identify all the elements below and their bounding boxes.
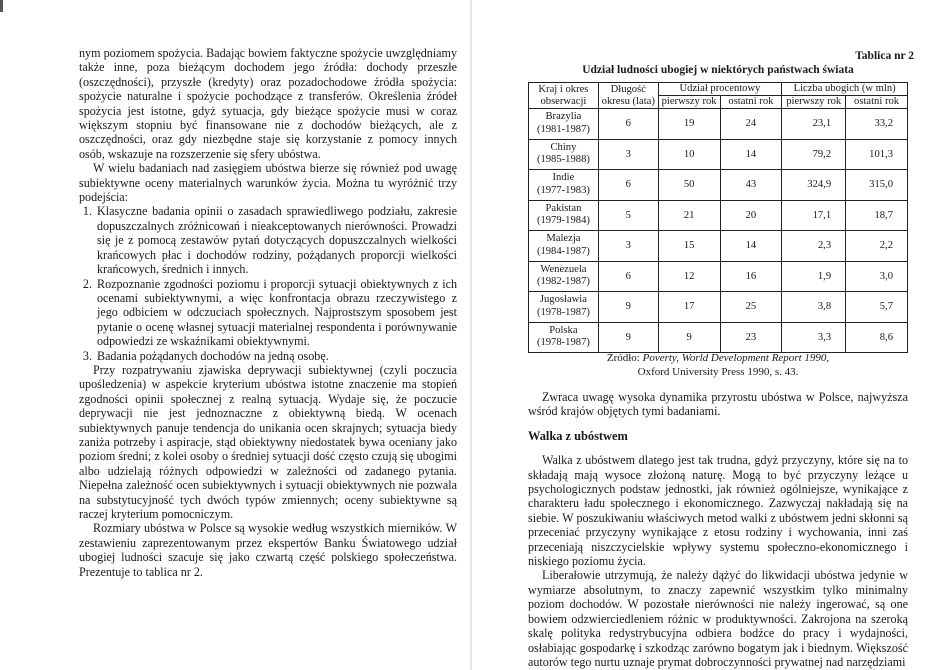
cell-share-last: 14 <box>720 139 782 170</box>
table-row <box>529 109 908 140</box>
table-row <box>529 231 908 262</box>
cell-share-first: 9 <box>658 322 720 353</box>
list-item: 1. Klasyczne badania opinii o zasadach sprawiedliwego podziału, zakresie dopuszczalnych zróżnicowań i nieakceptowanych nierówności. Prowadzi się je z pomocą zestawów pytań dotyczących dopuszczalnych wielkości krańcowych płac i dochodów rodziny, pożądanych proporcji wielkości krańcowych, średnich i innych. <box>95 204 457 276</box>
table-row <box>529 322 908 353</box>
cell-years: 5 <box>598 200 658 231</box>
country-name: Wenezuela <box>540 263 587 275</box>
paragraph-dynamics: Zwraca uwagę wysoka dynamika przyrostu ubóstwa w Polsce, najwyższa wśród krajów objętych tymi badaniami. <box>528 390 908 419</box>
cell-share-first: 50 <box>658 170 720 201</box>
section-heading: Walka z ubóstwem <box>528 428 628 443</box>
cell-count-last: 33,2 <box>846 109 908 140</box>
left-text-column <box>79 46 457 579</box>
cell-share-last: 20 <box>720 200 782 231</box>
paragraph-intro: nym poziomem spożycia. Badając bowiem faktyczne spożycie uwzględniamy także inne, poza bieżącym dochodem jego źródła: dochody przeszłe (oszczędności), przyszłe (kredyty) oraz pozadochodowe źródła spożycia: spożycie naturalne i spożycie pochodzące z transferów. Określenia źródeł spożycia jest istotne, gdyż sytuacja, gdy bieżące spożycie musi w coraz większym stopniu być finansowane nie z dochodów bieżących, ale z oszczędności, oraz gdy niezbędne staje się korzystanie z pomocy innych osób, wskazuje na rozszerzenie się sfery ubóstwa. <box>79 46 457 161</box>
right-text-column <box>528 390 908 669</box>
cell-share-last: 16 <box>720 261 782 292</box>
paragraph-poland: Rozmiary ubóstwa w Polsce są wysokie według wszystkich mierników. W zestawieniu zaprezentowanym przez ekspertów Banku Światowego udział ubogiej ludności szacuje się jako czwartą część polskiego społeczeństwa. Prezentuje to tablica nr 2. <box>79 521 457 579</box>
header-count: Liczba ubogich (w mln) <box>782 83 908 96</box>
country-period: (1984-1987) <box>536 245 590 257</box>
cell-country <box>529 109 599 140</box>
header-share: Udział procentowy <box>658 83 782 96</box>
cell-count-first: 3,8 <box>782 292 846 323</box>
cell-count-last: 101,3 <box>846 139 908 170</box>
cell-share-first: 19 <box>658 109 720 140</box>
paragraph-liberals: Liberałowie utrzymują, że należy dążyć do likwidacji ubóstwa jedynie w wymiarze absolutnym, to znaczy zapewnić wszystkim tylko minimalny poziom dochodów. W pozostałe nierówności nie należy ingerować, są one bowiem odzwierciedleniem różnic w produktywności. Zakrojona na szeroką skalę polityka redystrybucyjna odbiera bodźce do pracy i wydajności, osłabiając gospodarkę i szkodząc zarówno bogatym jak i biednym. Większość autorów tego nurtu uznaje prymat dobroczynności prywatnej nad narzędziami <box>528 568 908 669</box>
table-body <box>529 109 908 353</box>
header-share-last: ostatni rok <box>720 96 782 109</box>
country-period: (1985-1988) <box>536 154 590 166</box>
source-label: Źródło: <box>606 352 640 364</box>
cell-share-last: 14 <box>720 231 782 262</box>
cell-count-first: 1,9 <box>782 261 846 292</box>
cell-country <box>529 170 599 201</box>
country-name: Malezja <box>546 233 581 245</box>
header-count-first: pierwszy rok <box>782 96 846 109</box>
table-row <box>529 170 908 201</box>
cell-country <box>529 139 599 170</box>
cell-count-last: 8,6 <box>846 322 908 353</box>
cell-count-last: 3,0 <box>846 261 908 292</box>
table-title: Udział ludności ubogiej w niektórych państwach świata <box>582 64 854 76</box>
cell-count-first: 2,3 <box>782 231 846 262</box>
cell-share-last: 23 <box>720 322 782 353</box>
cell-share-first: 17 <box>658 292 720 323</box>
country-name: Indie <box>552 172 575 184</box>
country-name: Jugosławia <box>539 294 587 306</box>
cell-share-first: 10 <box>658 139 720 170</box>
cell-count-last: 2,2 <box>846 231 908 262</box>
cell-count-first: 17,1 <box>782 200 846 231</box>
country-period: (1981-1987) <box>536 123 590 135</box>
paragraph-deprivation: Przy rozpatrywaniu zjawiska deprywacji subiektywnej (czyli poczucia upośledzenia) w aspekcie kryterium ubóstwa istotne znaczenie ma stopień zgodności opinii społecznej z realną sytuacją. Wydaje się, że poczucie deprywacji nie jest jednoznaczne z obiektywną biedą. W ocenach subiektywnych panuje tendencja do unikania ocen skrajnych; sytuacja biedy zaniża potrzeby i aspiracje, stąd obiektywny niedostatek bywa oceniany jako poziom średni; z kolei osoby o średniej sytuacji dość często czują się ubogimi albo udzielają różnych odpowiedzi w zależności od zadanego pytania. Niepełna zależność ocen subiektywnych i sytuacji obiektywnych nie pozwala na substytucyjność tych dwóch typów zmiennych; oceny subiektywne są raczej kryterium pomocniczym. <box>79 362 457 521</box>
paragraph-subjective: W wielu badaniach nad zasięgiem ubóstwa bierze się również pod uwagę subiektywne oceny materialnych warunków życia. Można tu wyróżnić trzy podejścia: <box>79 161 457 205</box>
approaches-list <box>79 204 457 362</box>
cell-country <box>529 200 599 231</box>
cell-share-first: 21 <box>658 200 720 231</box>
cell-years: 6 <box>598 170 658 201</box>
cell-country <box>529 261 599 292</box>
country-name: Brazylia <box>545 111 582 123</box>
table-row <box>529 292 908 323</box>
cell-years: 3 <box>598 231 658 262</box>
list-item: 3. Badania pożądanych dochodów na jedną osobę. <box>95 349 457 363</box>
source-publisher: Oxford University Press 1990, s. 43. <box>637 365 799 378</box>
cell-share-first: 12 <box>658 261 720 292</box>
country-name: Pakistan <box>545 202 582 214</box>
table-row <box>529 139 908 170</box>
cell-years: 9 <box>598 322 658 353</box>
country-period: (1982-1987) <box>536 276 590 288</box>
cell-years: 6 <box>598 261 658 292</box>
cell-count-first: 23,1 <box>782 109 846 140</box>
cell-share-first: 15 <box>658 231 720 262</box>
header-length: Długość okresu (lata) <box>598 83 658 109</box>
cell-count-first: 3,3 <box>782 322 846 353</box>
country-period: (1979-1984) <box>536 215 590 227</box>
list-item: 2. Rozpoznanie zgodności poziomu i proporcji sytuacji obiektywnych z ich ocenami subiektywnymi, a więc konfrontacja obrazu rzeczywistego z jego odbiciem w odczuciach społecznych. Najprostszym sposobem jest pytanie o ocenę własnej sytuacji materialnej respondenta i porównywanie odpowiedzi ze wskaźnikami obiektywnymi. <box>95 277 457 349</box>
cell-country <box>529 231 599 262</box>
table-source <box>528 352 908 379</box>
source-title: Poverty, World Development Report 1990, <box>642 352 830 364</box>
poverty-table <box>528 82 908 353</box>
cell-count-last: 315,0 <box>846 170 908 201</box>
cell-years: 9 <box>598 292 658 323</box>
header-share-first: pierwszy rok <box>658 96 720 109</box>
header-country: Kraj i okres obserwacji <box>529 83 599 109</box>
cell-country <box>529 292 599 323</box>
cell-share-last: 43 <box>720 170 782 201</box>
country-period: (1977-1983) <box>536 184 590 196</box>
right-page <box>472 0 947 670</box>
left-page <box>0 0 472 670</box>
cell-count-last: 18,7 <box>846 200 908 231</box>
country-name: Polska <box>549 324 578 336</box>
table-row <box>529 261 908 292</box>
cell-count-first: 324,9 <box>782 170 846 201</box>
cell-share-last: 25 <box>720 292 782 323</box>
header-count-last: ostatni rok <box>846 96 908 109</box>
cell-country <box>529 322 599 353</box>
table-number: Tablica nr 2 <box>855 50 914 62</box>
cell-years: 6 <box>598 109 658 140</box>
paragraph-struggle: Walka z ubóstwem dlatego jest tak trudna, gdyż przyczyny, które się na to składają mają wysocе złożoną naturę. Mogą to być przyczyny leżące u psychologicznych podstaw jednostki, jak również ogólniejsze, wynikające z charakteru ładu społecznego i ekonomicznego. Zazwyczaj nakładają się na siebie. W poszukiwaniu właściwych metod walki z ubóstwem jedni skłonni są przeceniać przyczyny wynikające z etosu rodziny i wychowania, inni zaś przeceniają niszczycielskie wpływy systemu społeczno-ekonomicznego i niskiego poziomu życia. <box>528 453 908 569</box>
country-name: Chiny <box>550 141 577 153</box>
table-row <box>529 200 908 231</box>
cell-count-last: 5,7 <box>846 292 908 323</box>
cell-share-last: 24 <box>720 109 782 140</box>
cell-count-first: 79,2 <box>782 139 846 170</box>
country-period: (1978-1987) <box>536 337 590 349</box>
country-period: (1978-1987) <box>536 306 590 318</box>
cell-years: 3 <box>598 139 658 170</box>
